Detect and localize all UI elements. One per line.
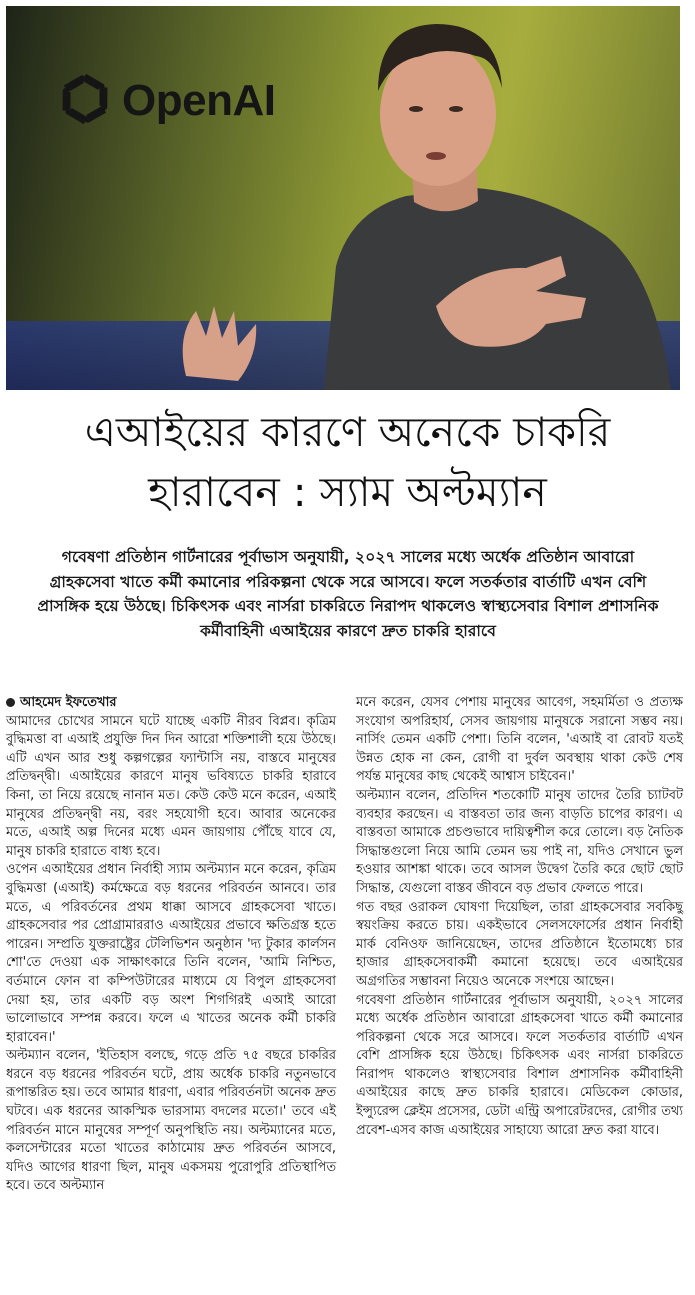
openai-wordmark: OpenAI xyxy=(122,76,276,125)
paragraph: আমাদের চোখের সামনে ঘটে যাচ্ছে একটি নীরব বিপ্লব। কৃত্রিম বুদ্ধিমত্তা বা এআই প্রযুক্তি দিন দিন আরো শক্তিশালী হয়ে উঠছে। এটি এখন আর শুধু কল্পগল্পের ফ্যান্টাসি নয়, বাস্তবে মানুষের প্রতিদ্বন্দ্বী। এআইয়ের কারণে মানুষ ভবিষ্যতে চাকরি হারাবে কিনা, তা নিয়ে রয়েছে নানান মত। কেউ কেউ মনে করেন, এআই মানুষের প্রতিদ্বন্দ্বী নয়, বরং সহযোগী হবে। আবার অনেকের মতে, এআই অল্প দিনের মধ্যে এমন জায়গায় পৌঁছে যাবে যে, মানুষ চাকরি হারাতে বাধ্য হবে। xyxy=(6,713,336,859)
intro-summary: গবেষণা প্রতিষ্ঠান গার্টনারের পূর্বাভাস অনুযায়ী, ২০২৭ সালের মধ্যে অর্ধেক প্রতিষ্ঠান আবারো গ্রাহকসেবা খাতে কর্মী কমানোর পরিকল্পনা থেকে সরে আসবে। ফলে সতর্কতার বার্তাটি এখন বেশি প্রাসঙ্গিক হয়ে উঠছে। চিকিৎসক এবং নার্সরা চাকরিতে নিরাপদ থাকলেও স্বাস্থ্যসেবার বিশাল প্রশাসনিক কর্মীবাহিনী এআইয়ের কারণে দ্রুত চাকরি হারাবে xyxy=(37,548,659,640)
paragraph: ওপেন এআইয়ের প্রধান নির্বাহী স্যাম অল্টম্যান মনে করেন, কৃত্রিম বুদ্ধিমত্তা (এআই) কর্মক্ষেত্রে বড় ধরনের পরিবর্তন আনবে। তার মতে, এ পরিবর্তনের প্রথম ধাক্কা আসবে গ্রাহকসেবা খাতে। গ্রাহকসেবার পর প্রোগ্রামাররাও এআইয়ের প্রভাবে ক্ষতিগ্রস্ত হতে পারেন। সম্প্রতি যুক্তরাষ্ট্রের টেলিভিশন অনুষ্ঠান 'দ্য টুকার কার্লসন শো'তে দেওয়া এক সাক্ষাৎকারে তিনি বলেন, 'আমি নিশ্চিত, বর্তমানে ফোন বা কম্পিউটারের মাধ্যমে যে বিপুল গ্রাহকসেবা দেয়া হয়, তার একটি বড় অংশ শিগগিরই এআই আরো ভালোভাবে সম্পন্ন করবে। ফলে এ খাতের অনেক কর্মী চাকরি হারাবেন।' xyxy=(6,862,336,1045)
paragraph: অল্টম্যান বলেন, প্রতিদিন শতকোটি মানুষ তাদের তৈরি চ্যাটবট ব্যবহার করছেন। এ বাস্তবতা তার জন্য বাড়তি চাপের কারণ। এ বাস্তবতা আমাকে প্রচণ্ডভাবে দায়িত্বশীল করে তোলে। বড় নৈতিক সিদ্ধান্তগুলো নিয়ে আমি তেমন ভয় পাই না, যদিও সেখানে ভুল হওয়ার আশঙ্কা থাকে। তবে আসল উদ্বেগ তৈরি করে ছোট ছোট সিদ্ধান্ত, যেগুলো বাস্তব জীবনে বড় প্রভাব ফেলতে পারে। xyxy=(356,787,683,896)
paragraph: মনে করেন, যেসব পেশায় মানুষের আবেগ, সহমর্মিতা ও প্রত্যক্ষ সংযোগ অপরিহার্য, সেসব জায়গায় মানুষকে সরানো সম্ভব নয়। নার্সিং তেমন একটি পেশা। তিনি বলেন, 'এআই বা রোবট যতই উন্নত হোক না কেন, রোগী বা দুর্বল অবস্থায় থাকা কেউ শেষ পর্যন্ত মানুষের কাছ থেকেই আশ্বাস চাইবেন।' xyxy=(356,695,683,785)
bullet-icon xyxy=(6,698,15,707)
headline-line-1: এআইয়ের কারণে অনেকে চাকরি xyxy=(84,408,611,456)
paragraph: গবেষণা প্রতিষ্ঠান গার্টনারের পূর্বাভাস অনুযায়ী, ২০২৭ সালের মধ্যে অর্ধেক প্রতিষ্ঠান আবারো গ্রাহকসেবা খাতে কর্মী কমানোর পরিকল্পনা থেকে সরে আসবে। ফলে সতর্কতার বার্তাটি এখন বেশি প্রাসঙ্গিক হয়ে উঠছে। চিকিৎসক এবং নার্সরা চাকরিতে নিরাপদ থাকলেও স্বাস্থ্যসেবার বিশাল প্রশাসনিক কর্মীবাহিনী এআইয়ের কাছে দ্রুত চাকরি হারাবে। মেডিকেল কোডার, ইন্স্যুরেন্স ক্লেইম প্রসেসর, ডেটা এন্ট্রি অপারেটরদের, রোগীর তথ্য প্রবেশ-এসব কাজ এআইয়ের সাহায্যে আরো দ্রুত করা যাবে। xyxy=(356,992,683,1138)
headline xyxy=(0,402,695,522)
byline xyxy=(6,694,336,713)
paragraph: অল্টম্যান বলেন, 'ইতিহাস বলছে, গড়ে প্রতি ৭৫ বছরে চাকরির ধরনে বড় ধরনের পরিবর্তন ঘটে, প্রায় অর্ধেক চাকরি নতুনভাবে রূপান্তরিত হয়। তবে আমার ধারণা, এবার পরিবর্তনটা অনেক দ্রুত ঘটবে। এক ধরনের আকস্মিক ভারসাম্য বদলের মতো।' তবে এই পরিবর্তন মানে মানুষের সম্পূর্ণ অনুপস্থিতি নয়। অল্টম্যানের মতে, কলসেন্টারের মতো খাতের কাঠামোয় দ্রুত পরিবর্তন আসবে, যদিও আগের ধারণা ছিল, মানুষ একসময় পুরোপুরি প্রতিস্থাপিত হবে। তবে অল্টম্যান xyxy=(6,1048,336,1194)
article-column-right xyxy=(356,694,683,1140)
headline-line-2: হারাবেন : স্যাম অল্টম্যান xyxy=(148,468,547,516)
author-name: আহমেদ ইফতেখার xyxy=(20,695,117,710)
paragraph: গত বছর ওরাকল ঘোষণা দিয়েছিল, তারা গ্রাহকসেবার সবকিছু স্বয়ংক্রিয় করতে চায়। একইভাবে সেলসফোর্সের প্রধান নির্বাহী মার্ক বেনিওফ জানিয়েছেন, তাদের প্রতিষ্ঠানে ইতোমধ্যে চার হাজার গ্রাহকসেবাকর্মী কমানো হয়েছে। তবে এআইয়ের অগ্রগতির সম্ভাবনা নিয়েও অনেকে সংশয়ে আছেন। xyxy=(356,899,683,989)
article-photo xyxy=(6,6,680,390)
article-column-left xyxy=(6,694,336,1196)
speaker-figure xyxy=(6,6,680,390)
